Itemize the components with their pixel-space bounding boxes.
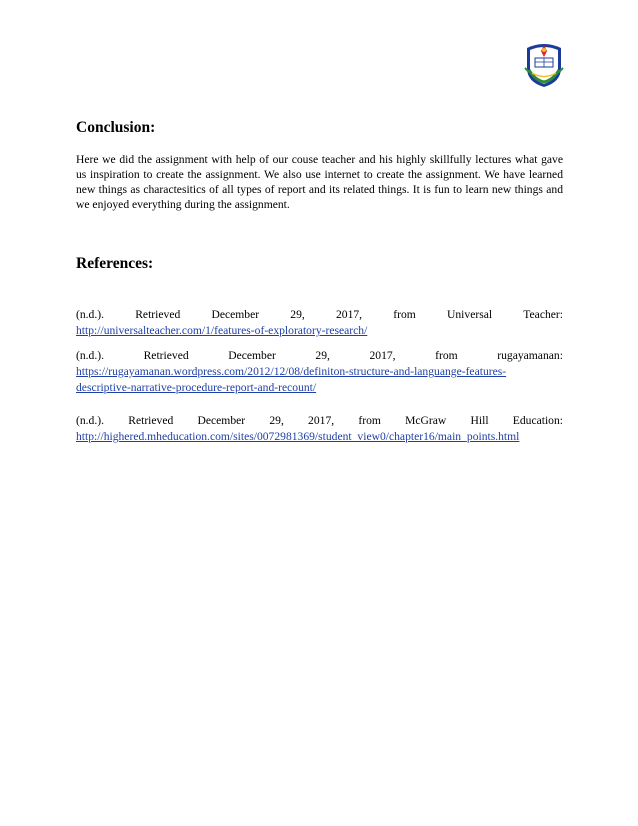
citation-word: 2017, [369, 349, 396, 362]
citation-word: Teacher: [523, 308, 563, 321]
references-heading: References: [76, 255, 154, 272]
citation-word: Retrieved [128, 414, 174, 427]
citation-word: Universal [447, 308, 493, 321]
reference-item [76, 348, 563, 396]
reference-link[interactable]: https://rugayamanan.wordpress.com/2012/12/08/definiton-structure-and-languange-features- [76, 365, 507, 378]
citation-word: from [435, 349, 458, 362]
citation-word: McGraw [405, 414, 447, 427]
conclusion-heading: Conclusion: [76, 119, 156, 136]
reference-citation [76, 413, 563, 429]
reference-item [76, 307, 563, 339]
citation-word: 2017, [308, 414, 335, 427]
citation-word: Retrieved [143, 349, 189, 362]
reference-link-continued[interactable]: descriptive-narrative-procedure-report-and-recount/ [76, 381, 317, 394]
citation-word: December [228, 349, 276, 362]
citation-word: December [197, 414, 246, 427]
citation-word: (n.d.). [76, 308, 105, 321]
citation-word: (n.d.). [76, 414, 105, 427]
conclusion-paragraph: Here we did the assignment with help of our couse teacher and his highly skillfully lectures what gave us inspiration to create the assignment. We also use internet to create the assignment. We have learned new things as charactesitics of all types of report and its related things. It is fun to learn new things and we enjoyed everything during the assignment. [76, 153, 563, 211]
reference-link[interactable]: http://universalteacher.com/1/features-of-exploratory-research/ [76, 324, 368, 337]
citation-word: Hill [470, 414, 489, 427]
reference-citation [76, 348, 563, 364]
citation-word: December [211, 308, 260, 321]
citation-word: 29, [290, 308, 305, 321]
citation-word: from [393, 308, 416, 321]
citation-word: rugayamanan: [497, 349, 563, 362]
citation-word: from [358, 414, 381, 427]
citation-word: 29, [315, 349, 330, 362]
citation-word: Education: [512, 414, 563, 427]
citation-word: Retrieved [135, 308, 181, 321]
university-crest-icon [523, 38, 565, 88]
citation-word: (n.d.). [76, 349, 105, 362]
reference-citation [76, 307, 563, 323]
reference-item [76, 413, 563, 445]
reference-link[interactable]: http://highered.mheducation.com/sites/0072981369/student_view0/chapter16/main_points.html [76, 430, 520, 443]
citation-word: 29, [269, 414, 284, 427]
citation-word: 2017, [335, 308, 363, 321]
